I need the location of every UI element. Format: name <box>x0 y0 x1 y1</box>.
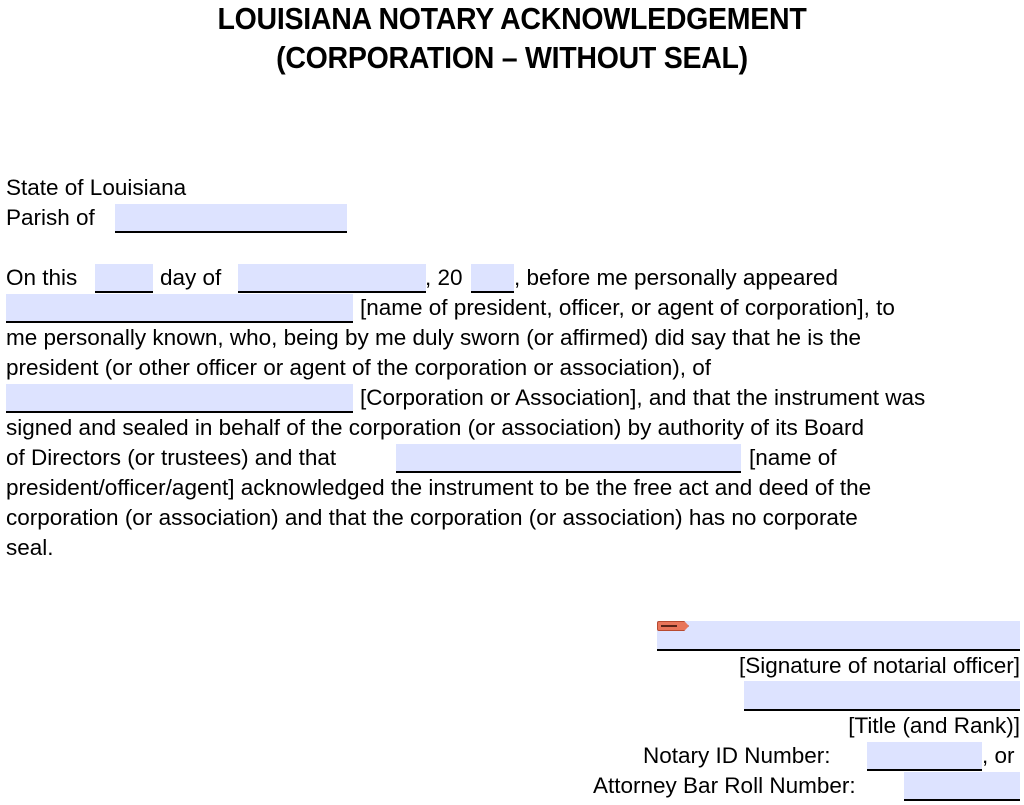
text-line-9: corporation (or association) and that the corporation (or association) has no corporate <box>6 505 858 530</box>
text-before-me: , before me personally appeared <box>514 265 838 290</box>
sign-here-tag-icon[interactable] <box>657 621 689 631</box>
text-corporation-or-association: [Corporation or Association], and that the instrument was <box>360 385 926 410</box>
title-rank-field[interactable] <box>744 681 1020 711</box>
officer-name-field[interactable] <box>6 294 353 323</box>
signature-label: [Signature of notarial officer] <box>739 653 1020 678</box>
corporation-name-field[interactable] <box>6 384 353 413</box>
title-rank-label: [Title (and Rank)] <box>848 713 1020 738</box>
day-field[interactable] <box>95 264 153 293</box>
text-line-4: president (or other officer or agent of the corporation or association), of <box>6 355 711 380</box>
text-20: , 20 <box>425 265 463 290</box>
signature-field[interactable] <box>657 621 1020 651</box>
text-line-6: signed and sealed in behalf of the corporation (or association) by authority of its Board <box>6 415 865 440</box>
text-name-of-president: [name of president, officer, or agent of corporation], to <box>360 295 895 320</box>
text-name-of: [name of <box>749 445 837 470</box>
parish-label: Parish of <box>6 205 95 230</box>
text-day-of: day of <box>160 265 222 290</box>
acknowledging-name-field[interactable] <box>396 444 741 473</box>
text-line-8: president/officer/agent] acknowledged the instrument to be the free act and deed of the <box>6 475 872 500</box>
parish-field[interactable] <box>115 204 347 233</box>
text-line-10: seal. <box>6 535 54 560</box>
text-line-3: me personally known, who, being by me duly sworn (or affirmed) did say that he is the <box>6 325 861 350</box>
title-line-2: (CORPORATION – WITHOUT SEAL) <box>276 40 748 75</box>
title-line-1: LOUISIANA NOTARY ACKNOWLEDGEMENT <box>217 1 807 36</box>
text-line-7: of Directors (or trustees) and that <box>6 445 337 470</box>
notary-id-suffix: , or <box>982 743 1015 768</box>
notary-id-field[interactable] <box>867 742 982 771</box>
bar-roll-field[interactable] <box>904 772 1020 801</box>
state-label: State of Louisiana <box>6 175 187 200</box>
bar-roll-label: Attorney Bar Roll Number: <box>593 773 856 798</box>
notary-id-label: Notary ID Number: <box>643 743 831 768</box>
text-on-this: On this <box>6 265 78 290</box>
year-field[interactable] <box>471 264 514 293</box>
month-field[interactable] <box>238 264 426 293</box>
